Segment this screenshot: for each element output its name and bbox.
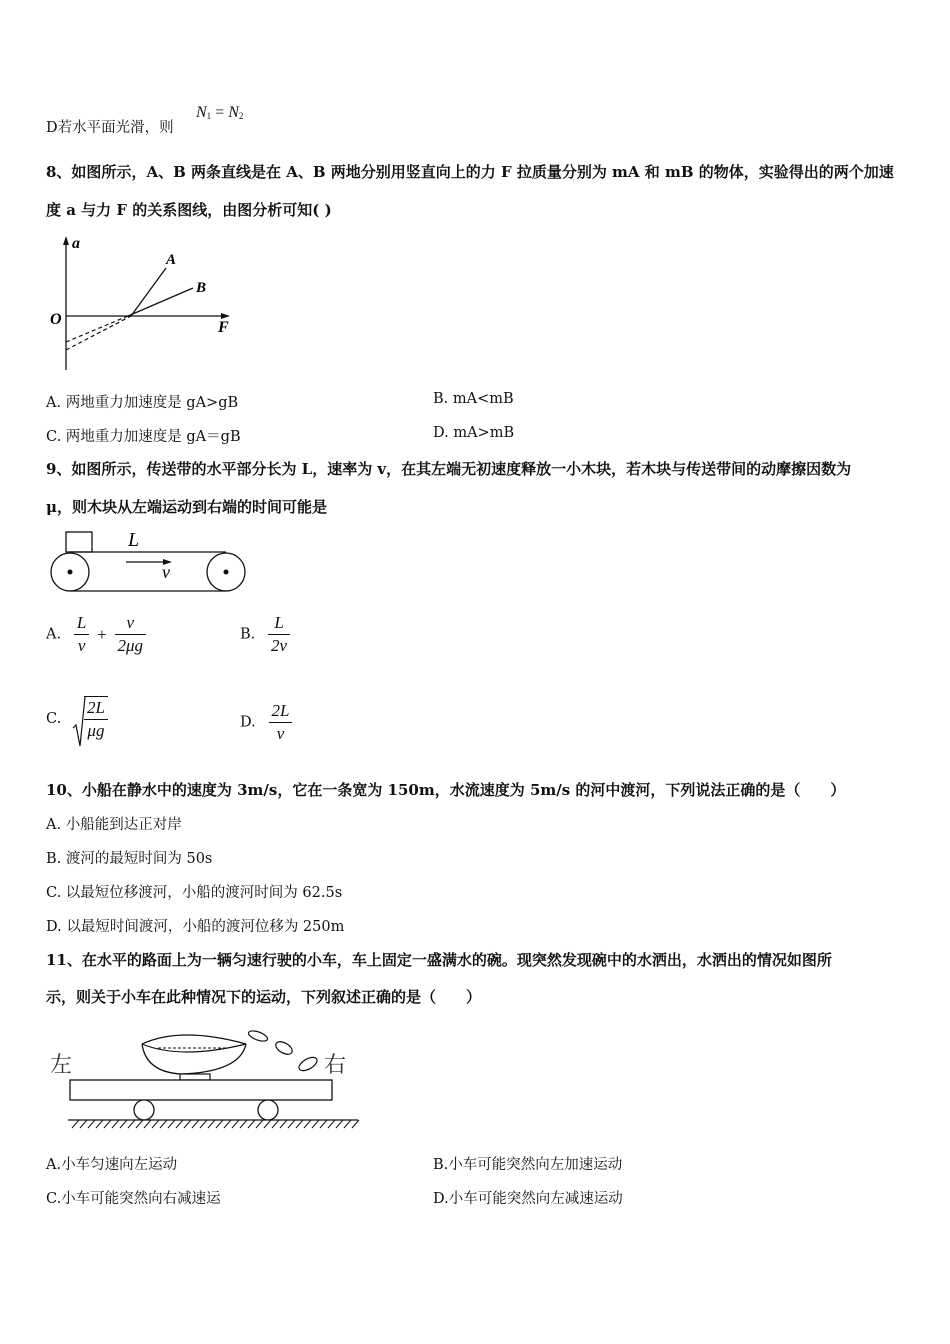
q11-hatch-line bbox=[304, 1120, 311, 1128]
q11-hatch-line bbox=[312, 1120, 319, 1128]
q9-option-b-label: B. bbox=[240, 626, 256, 643]
q11-hatch-line bbox=[80, 1120, 87, 1128]
q11-wheel-left bbox=[134, 1100, 154, 1120]
q11-hatch-line bbox=[336, 1120, 343, 1128]
q8-graph bbox=[46, 232, 246, 372]
q11-hatch-line bbox=[160, 1120, 167, 1128]
q9-option-a-frac1 bbox=[74, 612, 89, 657]
q11-hatch-line bbox=[352, 1120, 359, 1128]
q9-option-d-label: D. bbox=[240, 714, 256, 731]
q11-water-drop-3 bbox=[297, 1055, 319, 1074]
q11-hatch-line bbox=[288, 1120, 295, 1128]
q10-option-a: A. 小船能到达正对岸 bbox=[46, 817, 182, 833]
q8-x-label: F bbox=[218, 319, 229, 336]
q8-line-a-label: A bbox=[166, 252, 177, 268]
q8-option-b: B. mA<mB bbox=[433, 391, 514, 407]
q11-option-c: C.小车可能突然向右减速运 bbox=[46, 1191, 221, 1207]
q11-stem-line1: 11、在水平的路面上为一辆匀速行驶的小车，车上固定一盛满水的碗。现突然发现碗中的水洒出，水洒出的情况如图所 bbox=[46, 951, 832, 969]
q8-stem-line1: 8、如图所示，A、B 两条直线是在 A、B 两地分别用竖直向上的力 F 拉质量分别为 mA 和 mB 的物体，实验得出的两个加速 bbox=[46, 163, 894, 181]
q11-hatch-line bbox=[144, 1120, 151, 1128]
q8-line-b-solid bbox=[128, 288, 193, 316]
q11-hatch-line bbox=[280, 1120, 287, 1128]
q11-hatch-line bbox=[136, 1120, 143, 1128]
q11-option-b: B.小车可能突然向左加速运动 bbox=[433, 1157, 623, 1173]
q7-option-d-text: D若水平面光滑，则 bbox=[46, 120, 174, 136]
q7-option-d-formula: $N_1 = N_2$ bbox=[196, 104, 244, 121]
q9-option-a-frac2-den: 2μg bbox=[117, 636, 144, 655]
q9-option-d-den: v bbox=[276, 724, 285, 743]
q8-y-axis-arrow bbox=[63, 236, 69, 245]
q9-option-c-radicand bbox=[84, 696, 108, 742]
q11-wheel-right bbox=[258, 1100, 278, 1120]
q8-origin-label: O bbox=[50, 311, 62, 328]
q8-line-b-label: B bbox=[196, 280, 207, 296]
q11-hatch-line bbox=[128, 1120, 135, 1128]
q11-bowl-base bbox=[180, 1074, 210, 1080]
q9-option-d-num: 2L bbox=[269, 700, 293, 723]
q8-line-a-dashed bbox=[66, 316, 131, 350]
q9-option-c-den: μg bbox=[87, 721, 105, 740]
q11-hatch-line bbox=[112, 1120, 119, 1128]
q9-option-a-label: A. bbox=[46, 626, 62, 643]
q9-option-a-frac1-num: L bbox=[74, 612, 89, 635]
q9-option-c-frac bbox=[84, 697, 108, 742]
q9-right-pulley-axle bbox=[224, 570, 229, 575]
q9-option-b-num: L bbox=[268, 612, 290, 635]
q11-option-d: D.小车可能突然向左减速运动 bbox=[433, 1191, 623, 1207]
q8-line-b-dashed bbox=[66, 316, 128, 342]
q9-option-c-num: 2L bbox=[84, 697, 108, 720]
q8-option-c: C. 两地重力加速度是 gA＝gB bbox=[46, 429, 241, 445]
q9-option-b-den: 2v bbox=[271, 636, 288, 655]
q11-cart-body bbox=[70, 1080, 332, 1100]
q9-option-d-frac bbox=[269, 700, 293, 745]
q9-option-a-frac2 bbox=[115, 612, 147, 657]
q11-stem-line2: 示，则关于小车在此种情况下的运动，下列叙述正确的是（ ） bbox=[46, 988, 482, 1006]
q9-option-a bbox=[46, 612, 146, 657]
q11-hatch-line bbox=[240, 1120, 247, 1128]
q9-option-a-frac2-num: v bbox=[115, 612, 147, 635]
q9-option-b bbox=[240, 612, 290, 657]
q11-hatch-line bbox=[192, 1120, 199, 1128]
q11-hatch-line bbox=[184, 1120, 191, 1128]
q10-option-b: B. 渡河的最短时间为 50s bbox=[46, 851, 213, 867]
q10-option-c: C. 以最短位移渡河，小船的渡河时间为 62.5s bbox=[46, 885, 343, 901]
q11-hatch-line bbox=[120, 1120, 127, 1128]
q11-hatch-line bbox=[96, 1120, 103, 1128]
q9-option-c bbox=[46, 696, 108, 742]
q11-hatch-line bbox=[320, 1120, 327, 1128]
q11-hatch-line bbox=[224, 1120, 231, 1128]
q8-option-d: D. mA>mB bbox=[433, 425, 515, 441]
q11-hatch-line bbox=[152, 1120, 159, 1128]
q11-option-a: A.小车匀速向左运动 bbox=[46, 1157, 178, 1173]
q11-cart-figure bbox=[46, 1026, 366, 1130]
q11-hatch-line bbox=[256, 1120, 263, 1128]
q11-hatch-line bbox=[272, 1120, 279, 1128]
q11-left-label: 左 bbox=[50, 1053, 73, 1078]
q11-hatch-line bbox=[104, 1120, 111, 1128]
q11-water-drop-1 bbox=[247, 1029, 269, 1043]
q8-line-a-solid bbox=[131, 268, 166, 316]
q9-conveyor-figure bbox=[46, 528, 251, 594]
q7-option-d bbox=[46, 116, 174, 137]
q11-hatch-line bbox=[248, 1120, 255, 1128]
q9-option-d bbox=[240, 700, 292, 745]
q11-bowl-rim-back bbox=[142, 1035, 246, 1044]
q8-option-a: A. 两地重力加速度是 gA>gB bbox=[46, 395, 239, 411]
q11-hatch-line bbox=[344, 1120, 351, 1128]
q11-hatch-line bbox=[232, 1120, 239, 1128]
q9-speed-label: v bbox=[162, 562, 170, 582]
q11-hatch-line bbox=[264, 1120, 271, 1128]
q9-option-a-plus: + bbox=[97, 624, 107, 644]
q11-hatch-line bbox=[208, 1120, 215, 1128]
q8-y-label: a bbox=[72, 235, 80, 252]
q9-block bbox=[66, 532, 92, 552]
q11-hatch-line bbox=[216, 1120, 223, 1128]
q9-length-label: L bbox=[128, 529, 140, 551]
q9-stem-line2: μ，则木块从左端运动到右端的时间可能是 bbox=[46, 498, 327, 516]
q11-hatch-line bbox=[328, 1120, 335, 1128]
q9-option-c-sqrt bbox=[72, 696, 108, 742]
q10-option-d: D. 以最短时间渡河，小船的渡河位移为 250m bbox=[46, 919, 345, 935]
q11-right-label: 右 bbox=[324, 1053, 347, 1078]
q11-hatch-line bbox=[176, 1120, 183, 1128]
q11-hatch-line bbox=[200, 1120, 207, 1128]
q11-hatch-line bbox=[296, 1120, 303, 1128]
q11-hatch-line bbox=[168, 1120, 175, 1128]
q9-stem-line1: 9、如图所示，传送带的水平部分长为 L，速率为 v，在其左端无初速度释放一小木块，若木块与传送带间的动摩擦因数为 bbox=[46, 460, 852, 478]
q11-hatch-line bbox=[72, 1120, 79, 1128]
q11-ground-hatching bbox=[72, 1120, 359, 1128]
q9-option-c-label: C. bbox=[46, 711, 62, 727]
q10-stem: 10、小船在静水中的速度为 3m/s，它在一条宽为 150m，水流速度为 5m/s 的河中渡河，下列说法正确的是（ ） bbox=[46, 781, 846, 799]
q9-option-c-radical-sign bbox=[72, 696, 86, 748]
q9-option-b-frac bbox=[268, 612, 290, 657]
q8-stem-line2: 度 a 与力 F 的关系图线，由图分析可知( ) bbox=[46, 201, 332, 219]
q9-left-pulley-axle bbox=[68, 570, 73, 575]
q11-water-drop-2 bbox=[274, 1039, 295, 1057]
q11-hatch-line bbox=[88, 1120, 95, 1128]
q9-option-a-frac1-den: v bbox=[77, 636, 86, 655]
